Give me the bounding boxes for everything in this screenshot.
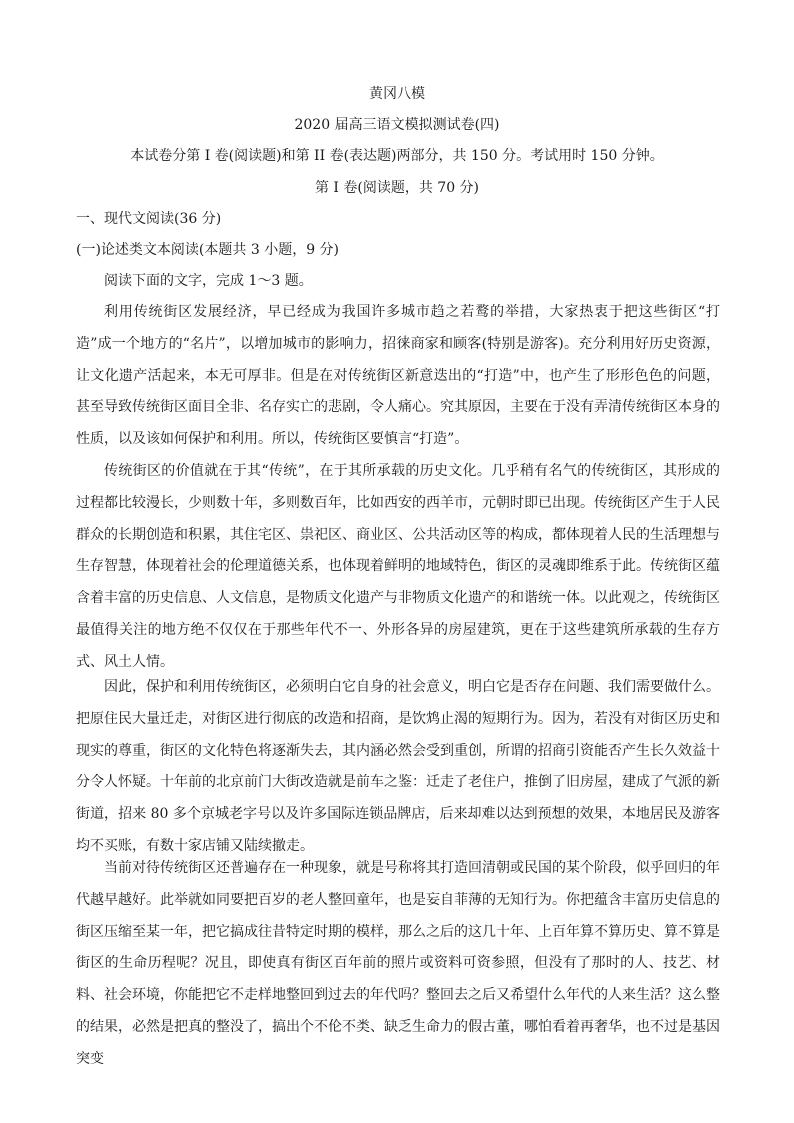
- subsection-heading: (一)论述类文本阅读(本题共 3 小题，9 分): [76, 242, 340, 258]
- paragraph-2: 传统街区的价值就在于其“传统”，在于其所承载的历史文化。几乎稍有名气的传统街区，其形成的过程都比较漫长，少则数十年，多则数百年，比如西安的西羊市，元朝时即已出现。传统街区产生于人民群众的长期创造和积累，其住宅区、祟祀区、商业区、公共活动区等的构成，都体现着人民的生活理想与生存智慧，体现着社会的伦理道德关系，也体现着鲜明的地域特色，街区的灵魂即维系于此。传统街区蕴含着丰富的历史信息、人文信息，是物质文化遗产与非物质文化遗产的和谐统一体。以此观之，传统街区最值得关注的地方绝不仅仅在于那些年代不一、外形各异的房屋建筑，更在于这些建筑所承载的生存方式、风土人情。: [76, 463, 720, 670]
- part-title: 第 I 卷(阅读题，共 70 分): [314, 180, 480, 196]
- section-heading: 一、现代文阅读(36 分): [76, 211, 222, 227]
- paragraph-3: 因此，保护和利用传统街区，必须明白它自身的社会意义，明白它是否存在问题、我们需要做什么。把原住民大量迁走，对街区进行彻底的改造和招商，是饮鸩止渴的短期行为。因为，若没有对街区历史和现实的尊重，街区的文化特色将逐渐失去，其内涵必然会受到重创，所谓的招商引资能否产生长久效益十分令人怀疑。十年前的北京前门大街改造就是前车之鉴：迁走了老住户，推倒了旧房屋，建成了气派的新街道，招来 80 多个京城老字号以及许多国际连锁品牌店，后来却难以达到预想的效果，本地居民及游客均不买账，有数十家店铺又陆续撤走。: [76, 679, 720, 854]
- reading-instruction: 阅读下面的文字，完成 1～3 题。: [104, 273, 313, 289]
- exam-intro: 本试卷分第 I 卷(阅读题)和第 II 卷(表达题)两部分，共 150 分。考试用时 150 分钟。: [130, 148, 664, 164]
- exam-title: 2020 届高三语文模拟测试卷(四): [294, 117, 500, 133]
- paragraph-1: 利用传统街区发展经济，早已经成为我国许多城市趋之若鹜的举措，大家热衷于把这些街区“打造”成一个地方的“名片”，以增加城市的影响力，招徕商家和顾客(特别是游客)。充分利用好历史资源，让文化遗产活起来，本无可厚非。但是在对传统街区新意迭出的“打造”中，也产生了形形色色的问题，甚至导致传统街区面目全非、名存实亡的悲剧，令人痛心。究其原因，主要在于没有弄清传统街区本身的性质，以及该如何保护和利用。所以，传统街区要慎言“打造”。: [76, 304, 720, 448]
- paragraph-4: 当前对待传统街区还普遍存在一种现象，就是号称将其打造回清朝或民国的某个阶段，似乎回归的年代越早越好。此举就如同要把百岁的老人整回童年，也是妄自菲薄的无知行为。你把蕴含丰富历史信息的街区压缩至某一年，把它搞成往昔特定时期的模样，那么之后的这几十年、上百年算不算历史、算不算是街区的生命历程呢？况且，即使真有街区百年前的照片或资料可资参照，但没有了那时的人、技艺、材料、社会环境，你能把它不走样地整回到过去的年代吗？整回去之后又希望什么年代的人来生活？这么整的结果，必然是把真的整没了，搞出个不伦不类、缺乏生命力的假古董，哪怕看着再奢华，也不过是基因突变: [76, 860, 720, 1067]
- school-title: 黄冈八模: [369, 86, 425, 102]
